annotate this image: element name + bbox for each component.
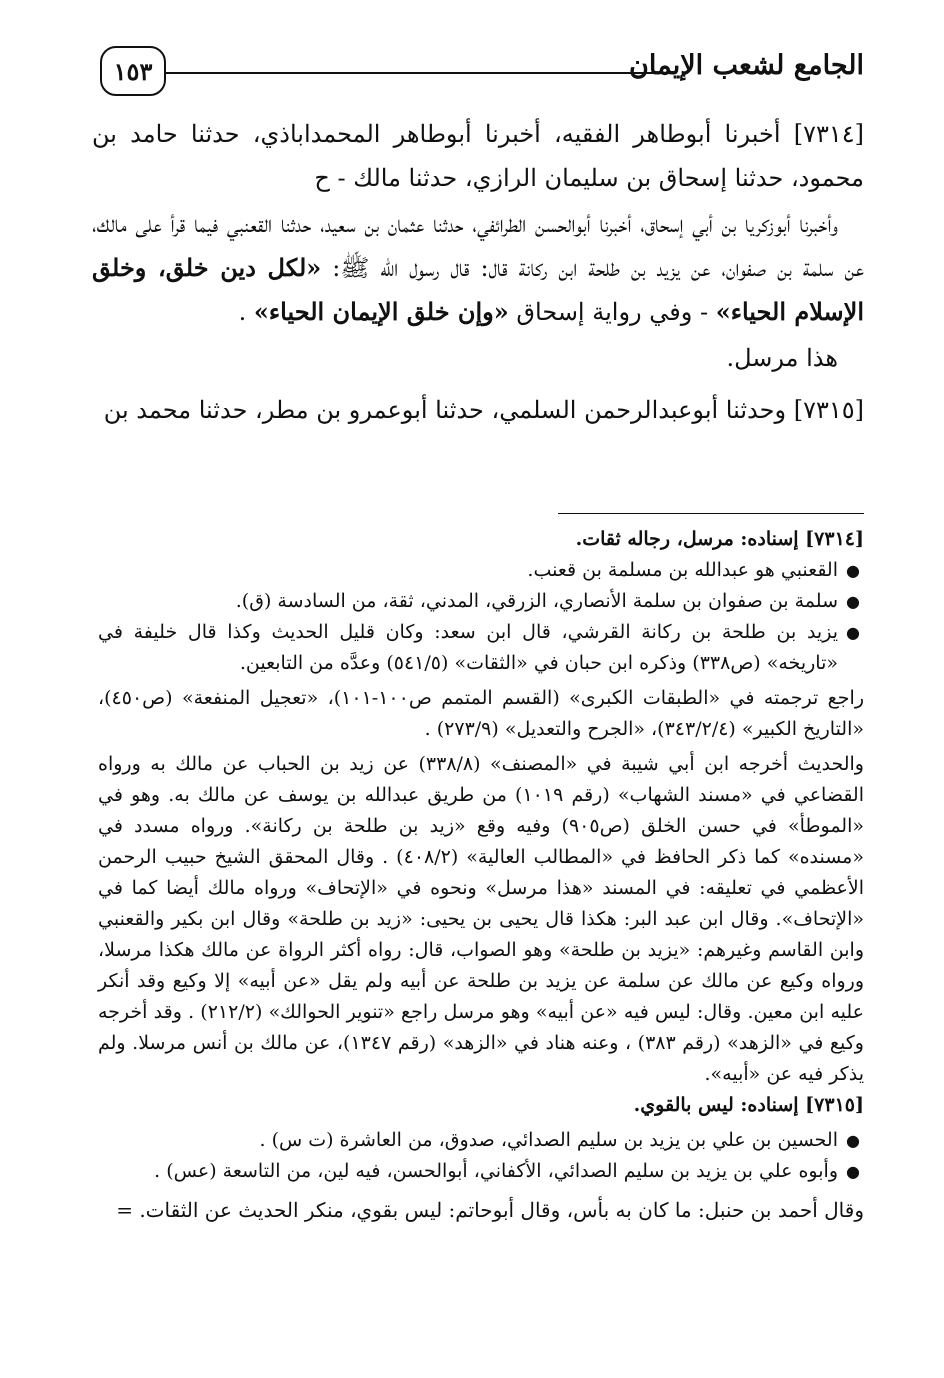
bullet-icon: ● (846, 1162, 860, 1181)
footnote-bullet-item (98, 586, 864, 617)
hadith-7315-isnad: [٧٣١٥] وحدثنا أبوعبدالرحمن السلمي، حدثنا أبوعمرو بن مطر، حدثنا محمد بن (103, 396, 864, 424)
hadith-7314-isnad: [٧٣١٤] أخبرنا أبوطاهر الفقيه، أخبرنا أبوطاهر المحمداباذي، حدثنا حامد بن محمود، حدثنا إسحاق بن سليمان الرازي، حدثنا مالك - ح (92, 120, 864, 192)
variant-intro: - وفي رواية إسحاق (508, 298, 716, 326)
footnote-bullet-item (98, 1125, 864, 1156)
footnote-references: راجع ترجمته في «الطبقات الكبرى» (القسم المتمم ص١٠٠-١٠١)، «تعجيل المنفعة» (ص٤٥٠)، «التاريخ الكبير» (٣٤٣/٢/٤)، «الجرح والتعديل» (٢٧٣/٩) . (98, 687, 864, 740)
mursal-note: هذا مرسل. (726, 344, 838, 372)
bullet-text: سلمة بن صفوان بن سلمة الأنصاري، الزرقي، المدني، ثقة، من السادسة (ق). (235, 590, 838, 612)
footnote-continuation: وقال أحمد بن حنبل: ما كان به بأس، وقال أبوحاتم: ليس بقوي، منكر الحديث عن الثقات. = (116, 1198, 864, 1222)
footnotes (98, 524, 864, 1226)
chain-text: وأخبرنا أبوزكريا بن أبي إسحاق، أخبرنا أبوالحسن الطرائفي، حدثنا عثمان بن سعيد، حدثنا القعنبي فيما قرأ على مالك، عن سلمة بن صفوان، عن يزيد بن طلحة ابن ركانة قال: قال رسول الله ﷺ: (92, 210, 865, 282)
bullet-text: القعنبي هو عبدالله بن مسلمة بن قعنب. (527, 559, 838, 581)
bullet-icon: ● (846, 561, 860, 580)
bullet-icon: ● (846, 1131, 860, 1150)
bullet-text: وأبوه علي بن يزيد بن سليم الصدائي، الأكفاني، أبوالحسن، فيه لين، من التاسعة (عس) . (154, 1160, 838, 1182)
variant-end: . (238, 298, 254, 326)
bullet-text: يزيد بن طلحة بن ركانة القرشي، قال ابن سعد: وكان قليل الحديث وكذا قال خليفة في «تاريخه» (ص٣٣٨) وذكره ابن حبان في «الثقات» (٥٤١/٥) وعدَّه من التابعين. (98, 621, 838, 674)
footnote-bullet-item (98, 555, 864, 586)
footnote-takhrij: والحديث أخرجه ابن أبي شيبة في «المصنف» (٣٣٨/٨) عن زيد بن الحباب عن مالك به ورواه القضاعي في «مسند الشهاب» (رقم ١٠١٩) من طريق عبدالله بن يوسف عن مالك به. وهو في «الموطأ» في حسن الخلق (ص٩٠٥) وفيه وقع «زيد بن طلحة بن ركانة». ورواه مسدد في «مسنده» كما ذكر الحافظ في «المطالب العالية» (٤٠٨/٢) . وقال المحقق الشيخ حبيب الرحمن الأعظمي في تعليقه: في المسند «هذا مرسل» ونحوه في «الإتحاف» ورواه مالك أيضا كما في «الإتحاف». وقال ابن عبد البر: هكذا قال يحيى بن يحيى: «زيد بن طلحة» وقال ابن بكير والقعنبي وابن القاسم وغيرهم: «يزيد بن طلحة» وهو الصواب، قال: رواه أكثر الرواة عن مالك هكذا مرسلا، ورواه وكيع عن مالك عن سلمة عن يزيد بن طلحة عن أبيه ولم يقل «عن أبيه» إلا وكيع وقد أنكر عليه ابن معين. وقال: ليس فيه «عن أبيه» وهو مرسل راجع «تنوير الحوالك» (٢١٢/٢) . وقد أخرجه وكيع في «الزهد» (رقم ٣٨٣) ، وعنه هناد في «الزهد» (رقم ١٣٤٧)، عن مالك بن أنس مرسلا. ولم يذكر فيه عن «أبيه». (98, 753, 865, 1085)
bullet-text: الحسين بن علي بن يزيد بن سليم الصدائي، صدوق، من العاشرة (ت س) . (259, 1129, 838, 1151)
footnote-7314-heading: [٧٣١٤] إسناده: مرسل، رجاله ثقات. (575, 528, 864, 550)
main-text (92, 112, 864, 432)
footnote-bullet-item (98, 617, 864, 679)
footnote-separator (558, 513, 864, 514)
running-title: الجامع لشعب الإيمان (629, 50, 864, 81)
bullet-icon: ● (846, 592, 860, 611)
page-number-text: ١٥٣ (113, 56, 153, 86)
page-number (100, 46, 166, 96)
hadith-variant: «وإن خلق الإيمان الحياء» (253, 297, 509, 326)
footnote-7315-heading: [٧٣١٥] إسناده: ليس بالقوي. (633, 1094, 864, 1116)
hadith-matn: «لكل دين خلق، وخلق الإسلام الحياء» (92, 253, 864, 326)
bullet-icon: ● (846, 623, 860, 642)
hadith-7314-second-chain (92, 202, 864, 334)
footnote-bullet-item (98, 1156, 864, 1187)
header-rule (165, 72, 659, 74)
